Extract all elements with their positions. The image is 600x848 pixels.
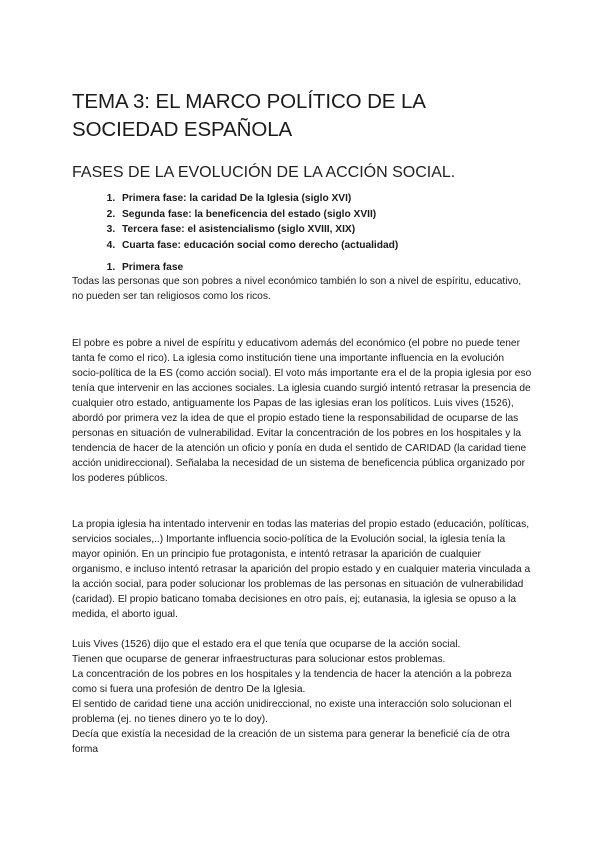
blank-space [72,304,534,336]
phase-item: 3. Tercera fase: el asistencialismo (siglo XVIII, XIX) [118,222,534,238]
document-page [72,88,534,757]
paragraph-4-line: El sentido de caridad tiene una acción unidireccional, no existe una interacción solo solucionan el problema (ej. no tienes dinero yo te lo doy). [72,699,512,725]
paragraph-3: La propia iglesia ha intentado intervenir en todas las materias del propio estado (educación, políticas, servicios sociales,..) Importante influencia socio-política de la Evolución social, la iglesia tenía la mayor opinión. En un principio fue protagonista, e intentó retrasar la aparición de cualquier organismo, e incluso intentó retrasar la aparición del propio estado y en cualquier materia vinculada a la acción social, para poder solucionar los problemas de las personas en situación de vulnerabilidad (caridad). El propio baticano tomaba decisiones en otro país, ej; eutanasia, la iglesia se opuso a la medida, el aborto igual. [72,519,531,620]
blank-space [72,622,534,637]
phase-item: 2. Segunda fase: la beneficencia del estado (siglo XVII) [118,207,534,223]
paragraph-4-line: Tienen que ocuparse de generar infraestructuras para solucionar estos problemas. [72,654,446,665]
paragraph-4-line: Decía que existía la necesidad de la creación de un sistema para generar la beneficié cía de otra forma [72,729,510,755]
intro-paragraph: Todas las personas que son pobres a nivel económico también lo son a nivel de espíritu, educativo, no pueden ser tan religiosos como los ricos. [72,276,522,302]
phase-item: 1. Primera fase: la caridad De la Iglesia (siglo XVI) [118,191,534,207]
document-title: TEMA 3: EL MARCO POLÍTICO DE LA SOCIEDAD ESPAÑOLA [72,90,425,141]
paragraph-4-line: La concentración de los pobres en los hospitales y la tendencia de hacer la atención a la pobreza como si fuera una profesión de dentro De la Iglesia. [72,669,512,695]
subheading: 1. Primera fase [118,261,534,274]
section-heading: FASES DE LA EVOLUCIÓN DE LA ACCIÓN SOCIAL. [72,164,456,181]
subheading-list [72,261,534,274]
phases-list [72,191,534,253]
paragraph-4-line: Luis Vives (1526) dijo que el estado era el que tenía que ocuparse de la acción social. [72,639,461,650]
blank-space [72,486,534,517]
paragraph-2: El pobre es pobre a nivel de espíritu y educativom además del económico (el pobre no puede tener tanta fe como el rico). La iglesia como institución tiene una importante influencia en la evolución socio-política de la ES (como acción social). El voto más importante era el de la propia iglesia por eso tenía que intervenir en las acciones sociales. La iglesia cuando surgió intentó retrasar la presencia de cualquier otro estado, antiguamente los Papas de las iglesias eran los políticos. Luis vives (1526), abordó por primera vez la idea de que el propio estado tiene la responsabilidad de ocuparse de las personas en situación de vulnerabilidad. Evitar la concentración de los pobres en los hospitales y la tendencia de hacer de la atención un oficio y ponía en duda el sentido de CARIDAD (la caridad tiene acción unidireccional). Señalaba la necesidad de un sistema de beneficencia pública organizado por los poderes públicos. [72,338,532,484]
phase-item: 4. Cuarta fase: educación social como derecho (actualidad) [118,238,534,254]
